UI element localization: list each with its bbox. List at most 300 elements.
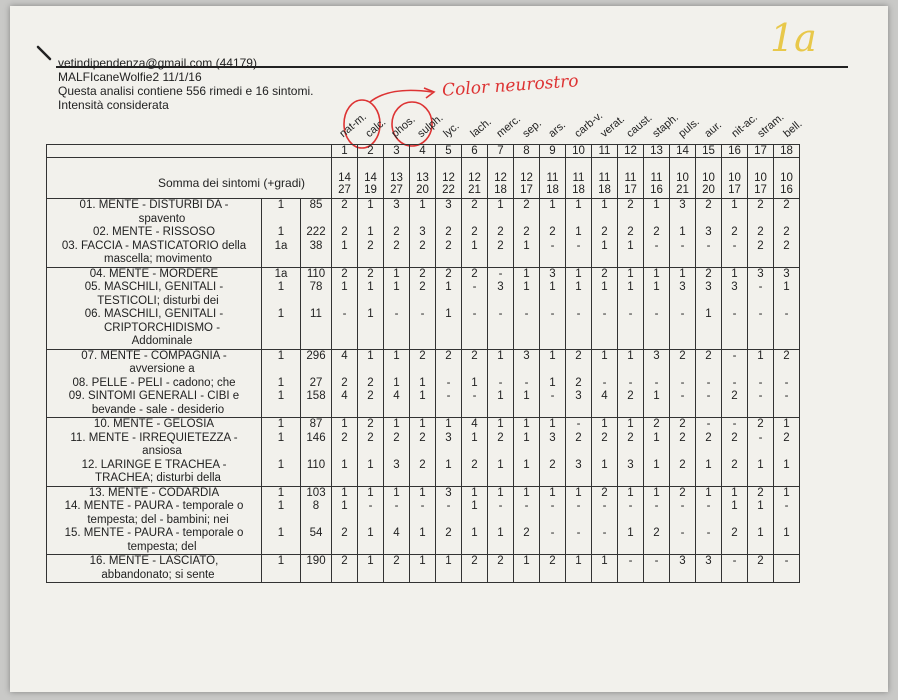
symptom-value: 4 <box>384 390 410 418</box>
remedy-sum-value: 13 <box>390 172 403 184</box>
symptom-value: 1 <box>332 418 358 432</box>
symptom-score: 146 <box>301 432 332 459</box>
symptom-name <box>47 267 262 281</box>
remedy-name: puls. <box>676 115 703 140</box>
remedy-sum-value: 12 <box>442 172 455 184</box>
symptom-value: 1 <box>410 377 436 391</box>
symptom-value: 1 <box>566 281 592 308</box>
symptom-value: 1 <box>384 418 410 432</box>
symptom-name-line: 10. MENTE - GELOSIA <box>93 418 215 430</box>
remedy-sum-value: 11 <box>598 172 611 184</box>
symptom-value: 1 <box>618 281 644 308</box>
symptom-value: 1 <box>488 527 514 555</box>
symptom-value: - <box>566 308 592 349</box>
symptom-value: 2 <box>748 240 774 268</box>
symptom-value: 1 <box>514 486 540 500</box>
symptom-value: - <box>592 377 618 391</box>
symptom-value: - <box>722 418 748 432</box>
remedy-sum-value: 20 <box>416 184 429 196</box>
symptom-value: 1 <box>644 390 670 418</box>
symptom-value: - <box>618 500 644 527</box>
symptom-value: 2 <box>644 527 670 555</box>
remedy-number: 1 <box>332 145 358 158</box>
symptom-value: - <box>748 308 774 349</box>
remedy-number: 8 <box>514 145 540 158</box>
remedy-number: 15 <box>696 145 722 158</box>
symptom-value: 2 <box>566 377 592 391</box>
symptom-value: - <box>696 390 722 418</box>
symptom-value: - <box>566 527 592 555</box>
symptom-value: 1 <box>540 349 566 377</box>
symptom-value: 1 <box>462 500 488 527</box>
symptom-name <box>47 418 262 432</box>
symptom-name-line: 06. MASCHILI, GENITALI - <box>84 308 224 320</box>
header-email: vetindipendenza@gmail.com (44179) <box>58 56 257 70</box>
symptom-name-line: spavento <box>138 212 186 225</box>
remedy-name: bell. <box>780 117 805 140</box>
symptom-name-line: 02. MENTE - RISSOSO <box>92 226 216 238</box>
symptom-value: - <box>384 500 410 527</box>
remedy-sum <box>566 158 592 199</box>
symptom-value: 1 <box>748 349 774 377</box>
remedy-sum-value: 21 <box>468 184 481 196</box>
symptom-value: 1 <box>410 390 436 418</box>
symptom-value: 1 <box>436 308 462 349</box>
symptom-value: 2 <box>436 226 462 240</box>
symptom-value: - <box>488 377 514 391</box>
symptom-value: 3 <box>670 199 696 227</box>
symptom-value: - <box>514 308 540 349</box>
symptom-name-line: 04. MENTE - MORDERE <box>89 267 219 280</box>
symptom-value: 3 <box>722 281 748 308</box>
symptom-value: - <box>540 527 566 555</box>
symptom-value: 1 <box>644 486 670 500</box>
symptom-value: 1 <box>462 240 488 268</box>
symptom-name-line: 13. MENTE - CODARDIA <box>88 486 220 499</box>
symptom-value: 2 <box>514 226 540 240</box>
symptom-name-line: tempesta; del - bambini; nei <box>87 513 229 526</box>
remedy-sum-value: 19 <box>364 184 377 196</box>
symptom-value: 1 <box>566 199 592 227</box>
symptom-row <box>47 500 800 527</box>
symptom-value: 2 <box>748 199 774 227</box>
symptom-value: 2 <box>462 555 488 583</box>
symptom-value: 1 <box>696 459 722 487</box>
symptom-value: 1 <box>644 459 670 487</box>
symptom-value: 1 <box>384 377 410 391</box>
symptom-value: 1 <box>670 267 696 281</box>
remedy-sum-value: 14 <box>338 172 351 184</box>
symptom-value: 2 <box>670 432 696 459</box>
symptom-row <box>47 240 800 268</box>
symptom-value: 1 <box>358 308 384 349</box>
symptom-value: - <box>618 377 644 391</box>
symptom-name-line: TRACHEA; disturbi della <box>95 472 221 484</box>
symptom-row <box>47 459 800 487</box>
symptom-value: 2 <box>410 432 436 459</box>
symptom-score: 87 <box>301 418 332 432</box>
symptom-value: 2 <box>488 555 514 583</box>
symptom-row <box>47 199 800 227</box>
header-analysis: Questa analisi contiene 556 rimedi e 16 sintomi. <box>58 84 314 98</box>
symptom-name <box>47 240 262 268</box>
symptom-value: - <box>488 500 514 527</box>
remedy-sum-value: 27 <box>390 184 403 196</box>
symptom-value: - <box>774 555 800 583</box>
symptom-row <box>47 390 800 418</box>
symptom-value: 3 <box>696 226 722 240</box>
symptom-value: 2 <box>462 459 488 487</box>
symptom-value: - <box>670 377 696 391</box>
symptom-value: 2 <box>592 226 618 240</box>
symptom-name-line: 01. MENTE - DISTURBI DA - <box>79 199 229 211</box>
symptom-value: 1 <box>618 486 644 500</box>
symptom-value: 1 <box>358 281 384 308</box>
symptom-name-line: avversione a <box>129 363 195 375</box>
symptom-value: 3 <box>566 390 592 418</box>
remedy-sum <box>462 158 488 199</box>
symptom-score: 158 <box>301 390 332 418</box>
symptom-value: 1 <box>332 459 358 487</box>
symptom-value: - <box>384 308 410 349</box>
symptom-grade: 1 <box>262 377 301 391</box>
symptom-value: 4 <box>592 390 618 418</box>
remedy-sum-value: 10 <box>728 172 741 184</box>
pen-mark <box>36 44 56 64</box>
symptom-value: 4 <box>462 418 488 432</box>
symptom-name-line: 11. MENTE - IRREQUIETEZZA - <box>70 431 238 444</box>
symptom-value: 1 <box>514 267 540 281</box>
symptom-value: 3 <box>670 281 696 308</box>
symptom-value: 2 <box>618 390 644 418</box>
symptom-value: - <box>696 377 722 391</box>
remedy-number: 4 <box>410 145 436 158</box>
symptom-value: 2 <box>566 432 592 459</box>
remedy-sum <box>514 158 540 199</box>
symptom-grade: 1 <box>262 527 301 555</box>
symptom-value: 2 <box>358 390 384 418</box>
symptom-grade: 1 <box>262 390 301 418</box>
symptom-score: 190 <box>301 555 332 583</box>
symptom-value: 2 <box>722 459 748 487</box>
symptom-value: 2 <box>384 240 410 268</box>
symptom-score: 85 <box>301 199 332 227</box>
symptom-value: - <box>566 240 592 268</box>
symptom-value: - <box>618 555 644 583</box>
symptom-name <box>47 527 262 555</box>
remedy-sum-value: 17 <box>754 184 767 196</box>
symptom-name-line: 16. MENTE - LASCIATO, <box>89 555 219 567</box>
symptom-grade: 1 <box>262 500 301 527</box>
symptom-value: 1 <box>358 486 384 500</box>
remedy-sum <box>722 158 748 199</box>
symptom-value: - <box>748 377 774 391</box>
symptom-value: - <box>670 240 696 268</box>
remedy-sum-value: 18 <box>598 184 611 196</box>
symptom-name <box>47 459 262 487</box>
symptom-name-line: Addominale <box>131 335 193 347</box>
symptom-score: 11 <box>301 308 332 349</box>
remedy-sum-value: 10 <box>676 172 689 184</box>
symptom-value: 2 <box>618 199 644 227</box>
symptom-value: 2 <box>488 432 514 459</box>
summary-title: Somma dei sintomi (+gradi) <box>158 176 306 190</box>
symptom-name-line: 12. LARINGE E TRACHEA - <box>81 458 227 471</box>
remedy-sum <box>592 158 618 199</box>
symptom-value: 1 <box>410 199 436 227</box>
symptom-value: 3 <box>436 199 462 227</box>
symptom-value: 2 <box>358 432 384 459</box>
symptom-name-line: 15. MENTE - PAURA - temporale o <box>64 527 244 539</box>
symptom-value: 1 <box>358 199 384 227</box>
remedy-name: nit-ac. <box>728 111 760 140</box>
symptom-value: 2 <box>774 226 800 240</box>
symptom-value: 1 <box>514 240 540 268</box>
symptom-value: - <box>566 500 592 527</box>
symptom-name-line: 09. SINTOMI GENERALI - CIBI e <box>68 390 240 402</box>
symptom-value: - <box>644 240 670 268</box>
symptom-value: 1 <box>644 281 670 308</box>
symptom-value: 1 <box>514 418 540 432</box>
symptom-value: 2 <box>540 459 566 487</box>
remedy-name: aur. <box>702 119 725 140</box>
remedy-sum-value: 12 <box>520 172 533 184</box>
symptom-value: 3 <box>644 349 670 377</box>
symptom-value: - <box>722 349 748 377</box>
symptom-value: 2 <box>332 267 358 281</box>
symptom-value: 1 <box>748 459 774 487</box>
symptom-name <box>47 377 262 391</box>
symptom-value: 2 <box>488 240 514 268</box>
symptom-value: 1 <box>488 349 514 377</box>
remedy-sum-value: 18 <box>494 184 507 196</box>
remedy-number: 2 <box>358 145 384 158</box>
symptom-name <box>47 555 262 583</box>
symptom-value: - <box>670 527 696 555</box>
symptom-name <box>47 390 262 418</box>
remedy-sum <box>670 158 696 199</box>
symptom-value: 1 <box>644 199 670 227</box>
symptom-value: - <box>722 377 748 391</box>
symptom-value: - <box>748 281 774 308</box>
symptom-grade: 1 <box>262 418 301 432</box>
symptom-value: 2 <box>358 267 384 281</box>
symptom-value: 3 <box>670 555 696 583</box>
symptom-value: 2 <box>670 418 696 432</box>
symptom-value: 4 <box>332 390 358 418</box>
symptom-value: 2 <box>670 349 696 377</box>
symptom-value: 2 <box>774 432 800 459</box>
symptom-value: 2 <box>462 199 488 227</box>
symptom-row <box>47 555 800 583</box>
symptom-name-line: 05. MASCHILI, GENITALI - <box>84 281 224 293</box>
symptom-value: 2 <box>462 267 488 281</box>
symptom-value: - <box>514 377 540 391</box>
remedy-sum <box>618 158 644 199</box>
symptom-value: - <box>774 390 800 418</box>
symptom-value: 4 <box>332 349 358 377</box>
remedy-sum-value: 22 <box>442 184 455 196</box>
symptom-value: 1 <box>618 349 644 377</box>
symptom-name <box>47 308 262 349</box>
symptom-score: 103 <box>301 486 332 500</box>
symptom-value: - <box>540 500 566 527</box>
symptom-value: - <box>774 377 800 391</box>
symptom-value: 1 <box>722 486 748 500</box>
symptom-value: 2 <box>748 226 774 240</box>
symptom-value: 2 <box>592 432 618 459</box>
symptom-value: - <box>410 308 436 349</box>
remedy-sum <box>332 158 358 199</box>
symptom-grade: 1a <box>262 267 301 281</box>
remedy-sum <box>696 158 722 199</box>
symptom-value: 2 <box>540 555 566 583</box>
symptom-value: 1 <box>462 527 488 555</box>
symptom-value: - <box>436 377 462 391</box>
symptom-value: - <box>540 240 566 268</box>
symptom-value: 1 <box>436 555 462 583</box>
symptom-grade: 1 <box>262 308 301 349</box>
symptom-value: - <box>670 308 696 349</box>
remedy-name: merc. <box>493 113 523 140</box>
symptom-value: 1 <box>540 377 566 391</box>
symptom-grade: 1 <box>262 432 301 459</box>
symptom-value: 1 <box>644 432 670 459</box>
symptom-value: 3 <box>488 281 514 308</box>
symptom-score: 296 <box>301 349 332 377</box>
symptom-value: 1 <box>410 527 436 555</box>
remedy-sum <box>384 158 410 199</box>
symptom-name <box>47 226 262 240</box>
symptom-value: - <box>462 390 488 418</box>
symptom-grade: 1 <box>262 555 301 583</box>
symptom-value: - <box>488 308 514 349</box>
symptom-name-line: CRIPTORCHIDISMO - <box>103 321 221 334</box>
symptom-value: 1 <box>436 281 462 308</box>
symptom-value: 2 <box>332 555 358 583</box>
symptom-value: 2 <box>644 226 670 240</box>
symptom-value: 2 <box>384 226 410 240</box>
symptom-value: 1 <box>436 418 462 432</box>
symptom-value: 1 <box>566 226 592 240</box>
symptom-value: 2 <box>436 527 462 555</box>
symptom-row <box>47 377 800 391</box>
remedy-sum-value: 11 <box>624 172 637 184</box>
remedy-name: ars. <box>546 119 568 140</box>
symptom-value: - <box>670 390 696 418</box>
symptom-value: 1 <box>644 267 670 281</box>
symptom-name-line: abbandonato; si sente <box>101 568 215 581</box>
symptom-value: 1 <box>592 281 618 308</box>
symptom-value: - <box>696 500 722 527</box>
symptom-value: - <box>644 308 670 349</box>
remedy-sum-value: 21 <box>676 184 689 196</box>
symptom-name <box>47 349 262 377</box>
remedy-number: 10 <box>566 145 592 158</box>
symptom-value: 1 <box>722 199 748 227</box>
symptom-value: 3 <box>384 459 410 487</box>
symptom-value: 1 <box>410 418 436 432</box>
remedy-number: 12 <box>618 145 644 158</box>
symptom-value: 2 <box>774 199 800 227</box>
symptom-value: - <box>774 500 800 527</box>
symptom-value: 1 <box>358 349 384 377</box>
symptom-value: 2 <box>332 377 358 391</box>
symptom-value: - <box>540 308 566 349</box>
symptom-value: - <box>592 308 618 349</box>
symptom-name-line: 14. MENTE - PAURA - temporale o <box>64 500 244 512</box>
symptom-value: 1 <box>332 500 358 527</box>
symptom-value: 2 <box>462 349 488 377</box>
symptom-value: 1 <box>592 459 618 487</box>
remedy-number: 17 <box>748 145 774 158</box>
remedy-name: sep. <box>519 117 544 140</box>
symptom-grade: 1 <box>262 281 301 308</box>
symptom-value: 3 <box>514 349 540 377</box>
symptom-value: 1 <box>384 281 410 308</box>
remedy-sum-value: 11 <box>546 172 559 184</box>
symptom-row <box>47 527 800 555</box>
symptom-value: 2 <box>514 199 540 227</box>
symptom-value: 1 <box>540 281 566 308</box>
remedy-sum <box>540 158 566 199</box>
symptom-name-line: 07. MENTE - COMPAGNIA - <box>81 349 227 362</box>
symptom-value: 2 <box>696 349 722 377</box>
symptom-value: 1 <box>748 500 774 527</box>
symptom-value: 1 <box>358 459 384 487</box>
symptom-value: 2 <box>696 199 722 227</box>
symptom-value: 2 <box>384 555 410 583</box>
symptom-value: 3 <box>436 486 462 500</box>
remedy-sum-value: 14 <box>364 172 377 184</box>
symptom-value: 1 <box>462 432 488 459</box>
symptom-grade: 1 <box>262 459 301 487</box>
symptom-value: - <box>722 240 748 268</box>
symptom-value: 3 <box>748 267 774 281</box>
remedy-sum-value: 12 <box>468 172 481 184</box>
symptom-name-line: tempesta; del <box>127 540 197 553</box>
symptom-value: 1 <box>488 418 514 432</box>
symptom-value: - <box>358 500 384 527</box>
symptom-value: - <box>332 308 358 349</box>
symptom-value: 2 <box>592 486 618 500</box>
symptom-value: - <box>436 390 462 418</box>
symptom-value: - <box>514 500 540 527</box>
remedy-name: caust. <box>624 111 655 140</box>
symptom-row <box>47 349 800 377</box>
symptom-value: 2 <box>592 267 618 281</box>
remedy-number: 6 <box>462 145 488 158</box>
symptom-value: - <box>696 418 722 432</box>
symptom-name-line: TESTICOLI; disturbi dei <box>97 294 219 307</box>
symptom-score: 110 <box>301 267 332 281</box>
symptom-score: 54 <box>301 527 332 555</box>
symptom-value: 1 <box>410 555 436 583</box>
symptom-value: 2 <box>436 349 462 377</box>
symptom-value: 2 <box>748 486 774 500</box>
symptom-value: 2 <box>722 432 748 459</box>
remedy-number: 7 <box>488 145 514 158</box>
symptom-value: 1 <box>410 486 436 500</box>
remedy-sum-value: 20 <box>702 184 715 196</box>
symptom-value: 2 <box>618 226 644 240</box>
symptom-score: 38 <box>301 240 332 268</box>
remedy-sum-value: 10 <box>780 172 793 184</box>
remedy-sum <box>748 158 774 199</box>
symptom-value: - <box>436 500 462 527</box>
symptom-value: 2 <box>332 199 358 227</box>
symptom-score: 27 <box>301 377 332 391</box>
